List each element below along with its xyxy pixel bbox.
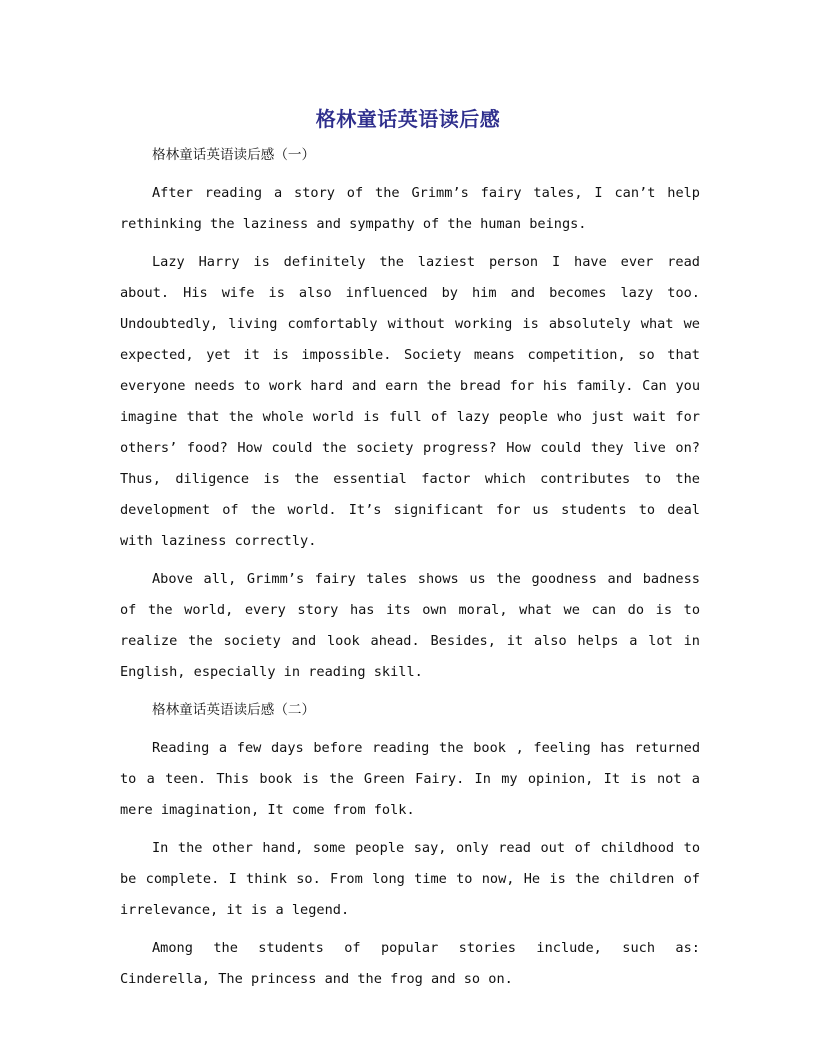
paragraph: In the other hand, some people say, only read out of childhood to be complete. I think so. From long time to now, He is the children of irrelevance, it is a legend.	[120, 840, 700, 918]
paragraph: Lazy Harry is definitely the laziest person I have ever read about. His wife is also influenced by him and becomes lazy too. Undoubtedly, living comfortably without working is absolutely what we expected, yet it is impossible. Society means competition, so that everyone needs to work hard and earn the bread for his family. Can you imagine that the whole world is full of lazy people who just wait for others’ food? How could the society progress? How could they live on? Thus, diligence is the essential factor which contributes to the development of the world. It’s significant for us students to deal with laziness correctly.	[120, 254, 700, 549]
paragraph: Above all, Grimm’s fairy tales shows us the goodness and badness of the world, every story has its own moral, what we can do is to realize the society and look ahead. Besides, it also helps a lot in English, especially in reading skill.	[120, 571, 700, 680]
section-heading: 格林童话英语读后感（二）	[152, 702, 316, 718]
section-heading: 格林童话英语读后感（一）	[152, 147, 316, 163]
paragraph: After reading a story of the Grimm’s fairy tales, I can’t help rethinking the laziness and sympathy of the human beings.	[120, 185, 700, 232]
paragraph: Reading a few days before reading the book , feeling has returned to a teen. This book is the Green Fairy. In my opinion, It is not a mere imagination, It come from folk.	[120, 740, 700, 818]
page-title: 格林童话英语读后感	[315, 107, 501, 131]
document-body	[120, 140, 700, 1002]
paragraph: Among the students of popular stories include, such as: Cinderella, The princess and the frog and so on.	[120, 940, 700, 987]
